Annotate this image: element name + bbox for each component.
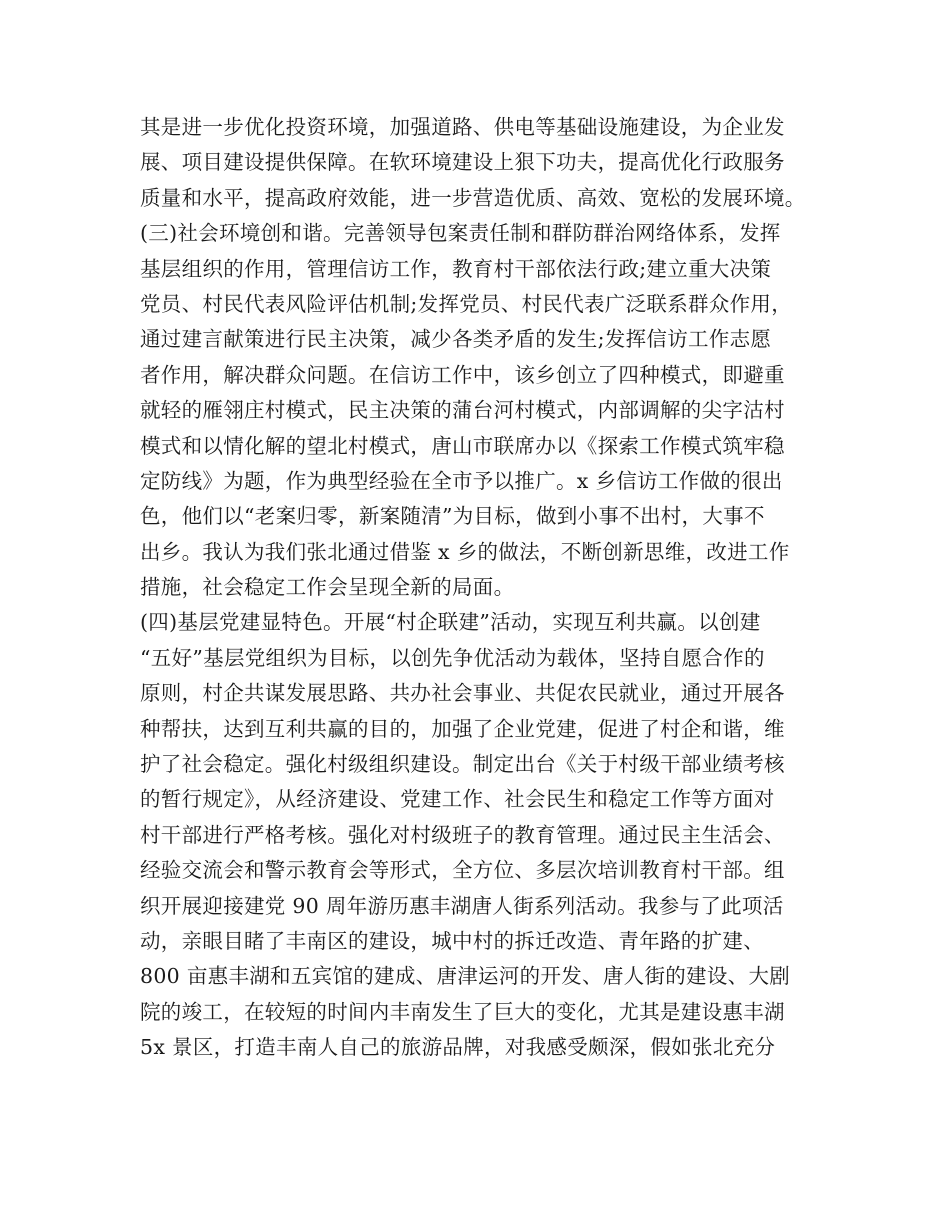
text-line: 经验交流会和警示教育会等形式，全方位、多层次培训教育村干部。组 — [140, 858, 785, 883]
text-line: 织开展迎接建党 90 周年游历惠丰湖唐人街系列活动。我参与了此项活 — [140, 893, 784, 918]
text-line: 村干部进行严格考核。强化对村级班子的教育管理。通过民主生活会、 — [140, 822, 785, 847]
text-line: 出乡。我认为我们张北通过借鉴 x 乡的做法，不断创新思维，改进工作 — [140, 539, 790, 564]
text-line: 5x 景区，打造丰南人自己的旅游品牌，对我感受颇深，假如张北充分 — [140, 1035, 776, 1060]
text-line: 者作用，解决群众问题。在信访工作中，该乡创立了四种模式，即避重 — [140, 362, 785, 387]
text-line: 其是进一步优化投资环境，加强道路、供电等基础设施建设，为企业发 — [140, 115, 785, 139]
text-line: 院的竣工，在较短的时间内丰南发生了巨大的变化，尤其是建设惠丰湖 — [140, 999, 785, 1024]
text-line: 措施，社会稳定工作会呈现全新的局面。 — [140, 575, 515, 600]
text-line: 基层组织的作用，管理信访工作，教育村干部依法行政;建立重大决策 — [140, 256, 772, 281]
text-line: 通过建言献策进行民主决策，减少各类矛盾的发生;发挥信访工作志愿 — [140, 327, 772, 352]
text-line: 色，他们以“老案归零，新案随清”为目标，做到小事不出村，大事不 — [140, 504, 765, 529]
text-line: 的暂行规定》，从经济建设、党建工作、社会民生和稳定工作等方面对 — [140, 787, 775, 812]
text-line: 就轻的雁翎庄村模式，民主决策的蒲台河村模式，内部调解的尖字沽村 — [140, 398, 785, 423]
text-line: 展、项目建设提供保障。在软环境建设上狠下功夫，提高优化行政服务 — [140, 150, 785, 175]
text-line: “五好”基层党组织为目标，以创先争优活动为载体，坚持自愿合作的 — [140, 645, 765, 670]
text-line: 质量和水平，提高政府效能，进一步营造优质、高效、宽松的发展环境。 — [140, 185, 806, 210]
text-line: (三)社会环境创和谐。完善领导包案责任制和群防群治网络体系，发挥 — [140, 221, 781, 246]
text-line: 党员、村民代表风险评估机制;发挥党员、村民代表广泛联系群众作用， — [140, 291, 793, 316]
body-text — [140, 110, 830, 1066]
text-line: (四)基层党建显特色。开展“村企联建”活动，实现互利共赢。以创建 — [140, 610, 761, 635]
text-line: 定防线》为题，作为典型经验在全市予以推广。x 乡信访工作做的很出 — [140, 468, 783, 493]
text-line: 种帮扶，达到互利共赢的目的，加强了企业党建，促进了村企和谐，维 — [140, 716, 785, 741]
text-line: 动，亲眼目睹了丰南区的建设，城中村的拆迁改造、青年路的扩建、 — [140, 928, 764, 953]
text-line: 800 亩惠丰湖和五宾馆的建成、唐津运河的开发、唐人街的建设、大剧 — [140, 964, 791, 989]
text-line: 模式和以情化解的望北村模式，唐山市联席办以《探索工作模式筑牢稳 — [140, 433, 785, 458]
text-line: 原则，村企共谋发展思路、共办社会事业、共促农民就业，通过开展各 — [140, 681, 785, 706]
text-line: 护了社会稳定。强化村级组织建设。制定出台《关于村级干部业绩考核 — [140, 752, 785, 777]
